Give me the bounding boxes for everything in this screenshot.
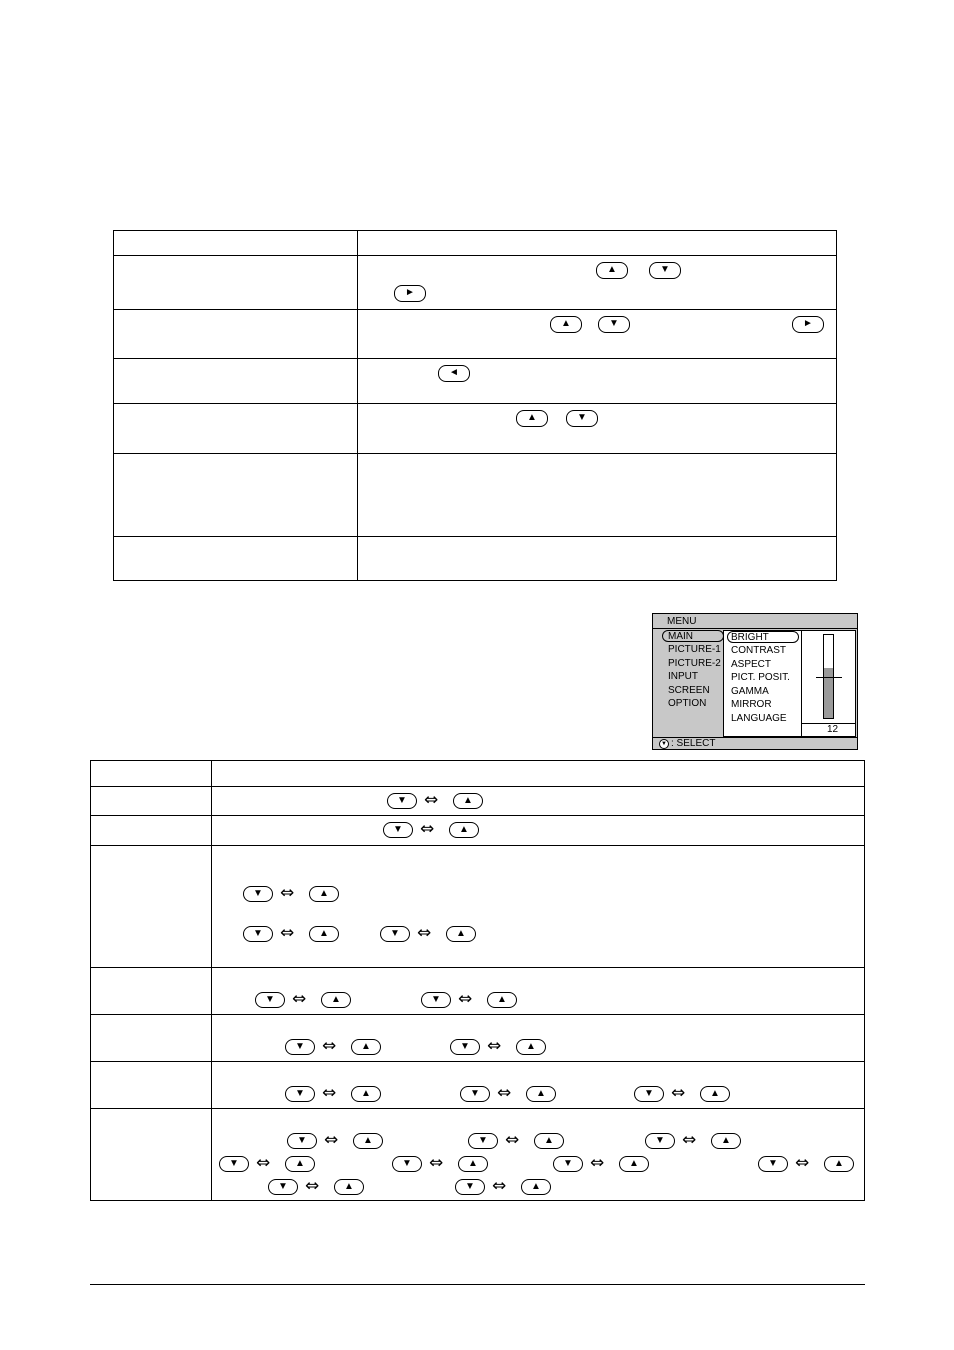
operation-row-6	[114, 537, 358, 581]
gauge-center-mark	[816, 677, 842, 678]
up-key-icon: ▲	[309, 926, 339, 942]
osd-menu-screenshot	[652, 613, 858, 750]
swap-arrow-icon: ⇔	[292, 989, 307, 1009]
description-row-6	[212, 1062, 865, 1109]
operation-row-2	[114, 310, 358, 359]
swap-arrow-icon: ⇔	[795, 1153, 810, 1173]
swap-arrow-icon: ⇔	[420, 819, 435, 839]
down-key-icon: ▼	[566, 410, 598, 427]
item-row-4	[91, 968, 212, 1015]
osd-main-item-option[interactable]: OPTION	[668, 698, 707, 709]
up-key-icon: ▲	[458, 1156, 488, 1172]
down-key-icon: ▼	[649, 262, 681, 279]
up-key-icon: ▲	[309, 886, 339, 902]
swap-arrow-icon: ⇔	[429, 1153, 444, 1173]
swap-arrow-icon: ⇔	[280, 883, 295, 903]
down-key-icon: ▼	[553, 1156, 583, 1172]
footer-rule	[90, 1284, 865, 1285]
osd-level-gauge	[801, 630, 856, 737]
osd-select-hint: : SELECT	[671, 738, 716, 749]
up-key-icon: ▲	[446, 926, 476, 942]
up-key-icon: ▲	[700, 1086, 730, 1102]
osd-sub-item-aspect[interactable]: ASPECT	[731, 659, 772, 670]
up-key-icon: ▲	[516, 410, 548, 427]
select-joystick-icon: ▼	[659, 739, 669, 749]
up-key-icon: ▲	[453, 793, 483, 809]
description-row-1	[212, 787, 865, 816]
item-header-cell	[91, 761, 212, 787]
operation-row-4	[114, 404, 358, 454]
operation-row-1	[114, 256, 358, 310]
menu-items-table	[90, 760, 865, 1201]
down-key-icon: ▼	[645, 1133, 675, 1149]
down-key-icon: ▼	[268, 1179, 298, 1195]
down-key-icon: ▼	[758, 1156, 788, 1172]
swap-arrow-icon: ⇔	[280, 923, 295, 943]
down-key-icon: ▼	[460, 1086, 490, 1102]
down-key-icon: ▼	[634, 1086, 664, 1102]
procedure-row-5	[358, 454, 837, 537]
operation-header-cell	[114, 231, 358, 256]
description-row-7	[212, 1109, 865, 1201]
procedure-row-1	[358, 256, 837, 310]
swap-arrow-icon: ⇔	[505, 1130, 520, 1150]
up-key-icon: ▲	[521, 1179, 551, 1195]
right-key-icon: ►	[792, 316, 824, 333]
osd-sub-item-contrast[interactable]: CONTRAST	[731, 645, 786, 656]
down-key-icon: ▼	[383, 822, 413, 838]
up-key-icon: ▲	[449, 822, 479, 838]
left-key-icon: ◄	[438, 365, 470, 382]
down-key-icon: ▼	[387, 793, 417, 809]
swap-arrow-icon: ⇔	[492, 1176, 507, 1196]
down-key-icon: ▼	[468, 1133, 498, 1149]
up-key-icon: ▲	[321, 992, 351, 1008]
down-key-icon: ▼	[392, 1156, 422, 1172]
up-key-icon: ▲	[351, 1086, 381, 1102]
osd-main-item-screen[interactable]: SCREEN	[668, 685, 710, 696]
up-key-icon: ▲	[351, 1039, 381, 1055]
osd-sub-item-mirror[interactable]: MIRROR	[731, 699, 772, 710]
swap-arrow-icon: ⇔	[322, 1083, 337, 1103]
osd-sub-item-gamma[interactable]: GAMMA	[731, 686, 769, 697]
down-key-icon: ▼	[219, 1156, 249, 1172]
osd-main-item-picture-1[interactable]: PICTURE-1	[668, 644, 721, 655]
swap-arrow-icon: ⇔	[458, 989, 473, 1009]
procedure-row-3	[358, 359, 837, 404]
down-key-icon: ▼	[243, 886, 273, 902]
swap-arrow-icon: ⇔	[671, 1083, 686, 1103]
up-key-icon: ▲	[353, 1133, 383, 1149]
up-key-icon: ▲	[824, 1156, 854, 1172]
up-key-icon: ▲	[526, 1086, 556, 1102]
procedure-row-6	[358, 537, 837, 581]
swap-arrow-icon: ⇔	[487, 1036, 502, 1056]
description-row-5	[212, 1015, 865, 1062]
down-key-icon: ▼	[598, 316, 630, 333]
swap-arrow-icon: ⇔	[424, 790, 439, 810]
down-key-icon: ▼	[450, 1039, 480, 1055]
up-key-icon: ▲	[516, 1039, 546, 1055]
down-key-icon: ▼	[455, 1179, 485, 1195]
swap-arrow-icon: ⇔	[305, 1176, 320, 1196]
up-key-icon: ▲	[334, 1179, 364, 1195]
operation-table	[113, 230, 837, 581]
osd-submenu-panel	[723, 630, 803, 737]
osd-main-item-picture-2[interactable]: PICTURE-2	[668, 658, 721, 669]
item-row-6	[91, 1062, 212, 1109]
description-header-cell	[212, 761, 865, 787]
gauge-fill	[824, 668, 833, 718]
swap-arrow-icon: ⇔	[417, 923, 432, 943]
procedure-row-2	[358, 310, 837, 359]
item-row-5	[91, 1015, 212, 1062]
description-row-4	[212, 968, 865, 1015]
up-key-icon: ▲	[619, 1156, 649, 1172]
item-row-7	[91, 1109, 212, 1201]
procedure-header-cell	[358, 231, 837, 256]
down-key-icon: ▼	[243, 926, 273, 942]
up-key-icon: ▲	[487, 992, 517, 1008]
down-key-icon: ▼	[285, 1039, 315, 1055]
up-key-icon: ▲	[534, 1133, 564, 1149]
swap-arrow-icon: ⇔	[590, 1153, 605, 1173]
operation-row-3	[114, 359, 358, 404]
osd-sub-item-language[interactable]: LANGUAGE	[731, 713, 787, 724]
up-key-icon: ▲	[550, 316, 582, 333]
down-key-icon: ▼	[287, 1133, 317, 1149]
operation-row-5	[114, 454, 358, 537]
up-key-icon: ▲	[711, 1133, 741, 1149]
swap-arrow-icon: ⇔	[256, 1153, 271, 1173]
description-row-3	[212, 846, 865, 968]
swap-arrow-icon: ⇔	[682, 1130, 697, 1150]
swap-arrow-icon: ⇔	[324, 1130, 339, 1150]
item-row-1	[91, 787, 212, 816]
osd-menu-title: MENU	[667, 616, 697, 627]
down-key-icon: ▼	[285, 1086, 315, 1102]
right-key-icon: ►	[394, 285, 426, 302]
osd-sub-item-bright[interactable]: BRIGHT	[731, 632, 769, 643]
down-key-icon: ▼	[255, 992, 285, 1008]
description-row-2	[212, 816, 865, 846]
swap-arrow-icon: ⇔	[497, 1083, 512, 1103]
procedure-row-4	[358, 404, 837, 454]
item-row-2	[91, 816, 212, 846]
osd-title-divider	[653, 628, 857, 629]
down-key-icon: ▼	[380, 926, 410, 942]
down-key-icon: ▼	[421, 992, 451, 1008]
gauge-value: 12	[827, 724, 839, 735]
item-row-3	[91, 846, 212, 968]
up-key-icon: ▲	[596, 262, 628, 279]
swap-arrow-icon: ⇔	[322, 1036, 337, 1056]
up-key-icon: ▲	[285, 1156, 315, 1172]
osd-sub-item-pict-posit[interactable]: PICT. POSIT.	[731, 672, 790, 683]
osd-main-item-input[interactable]: INPUT	[668, 671, 698, 682]
osd-main-item-main[interactable]: MAIN	[668, 631, 693, 642]
